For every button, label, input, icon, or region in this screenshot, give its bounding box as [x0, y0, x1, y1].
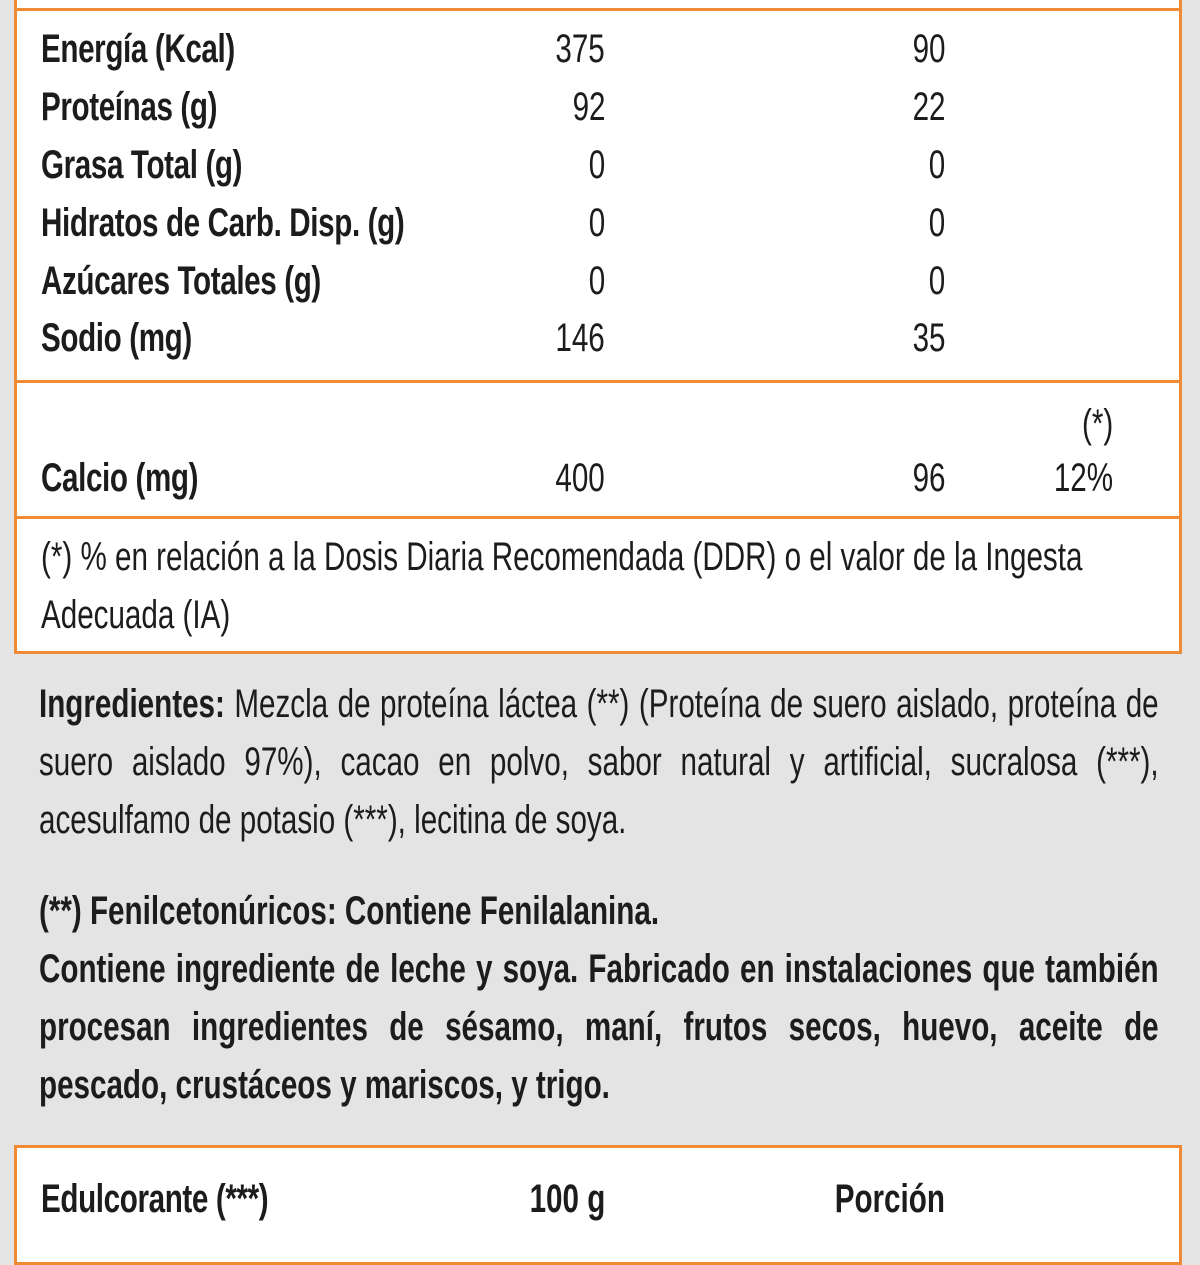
nutrient-label: Proteínas (g) [41, 85, 218, 129]
pct-header-row [17, 395, 1179, 453]
col-100g-header: 100 g [529, 1177, 605, 1221]
value-pct-ddr: 12% [1053, 456, 1113, 500]
value-per-portion: 96 [912, 456, 945, 500]
value-per-portion: 0 [928, 259, 945, 303]
nutrient-label: Grasa Total (g) [41, 143, 243, 187]
col-portion-header: Porción [834, 1177, 945, 1221]
pct-ddr-header: (*) [1081, 402, 1113, 446]
phenylketonuria-warning: (**) Fenilcetonúricos: Contiene Fenilalanina. [39, 889, 660, 933]
table-divider-minerals [17, 380, 1179, 383]
value-per-portion: 22 [912, 85, 945, 129]
value-per-100g: 0 [588, 259, 605, 303]
table-header-row [17, 1170, 1179, 1228]
table-divider-footnote [17, 516, 1179, 519]
value-per-100g: 146 [555, 316, 605, 360]
sweetener-table [14, 1145, 1182, 1265]
nutrition-facts-table [14, 0, 1182, 654]
table-divider-top [17, 8, 1179, 11]
nutrient-label: Energía (Kcal) [41, 27, 235, 71]
nutrient-label: Calcio (mg) [41, 456, 199, 500]
nutrient-label: Azúcares Totales (g) [41, 259, 321, 303]
sweetener-label: Edulcorante (***) [41, 1177, 269, 1221]
table-row [17, 78, 1179, 136]
value-per-100g: 92 [572, 85, 605, 129]
allergen-statement: Contiene ingrediente de leche y soya. Fabricado en instalaciones que también procesan ingredientes de sésamo, maní, frutos secos, huevo, aceite de pescado, crustáceos y mariscos, y trigo. [39, 947, 1159, 1107]
value-per-portion: 35 [912, 316, 945, 360]
value-per-portion: 90 [912, 27, 945, 71]
table-row [17, 136, 1179, 194]
ddr-footnote: (*) % en relación a la Dosis Diaria Recomendada (DDR) o el valor de la Ingesta Adecuada (IA) [41, 535, 1083, 637]
nutrient-label: Hidratos de Carb. Disp. (g) [41, 201, 405, 245]
table-row [17, 309, 1179, 367]
value-per-portion: 0 [928, 201, 945, 245]
table-row [17, 252, 1179, 310]
value-per-portion: 0 [928, 143, 945, 187]
value-per-100g: 0 [588, 143, 605, 187]
ingredients-heading: Ingredientes: [39, 682, 225, 726]
table-row [17, 449, 1179, 507]
allergen-warnings [39, 882, 1159, 1114]
ingredients-paragraph [39, 675, 1159, 849]
table-row [17, 194, 1179, 252]
value-per-100g: 0 [588, 201, 605, 245]
value-per-100g: 375 [555, 27, 605, 71]
nutrient-label: Sodio (mg) [41, 316, 192, 360]
value-per-100g: 400 [555, 456, 605, 500]
table-row [17, 20, 1179, 78]
ingredients-text: Mezcla de proteína láctea (**) (Proteína de suero aislado, proteína de suero aislado 97%), cacao en polvo, sabor natural y artificial, sucralosa (***), acesulfamo de potasio (***), lecitina de soya. [39, 682, 1159, 842]
